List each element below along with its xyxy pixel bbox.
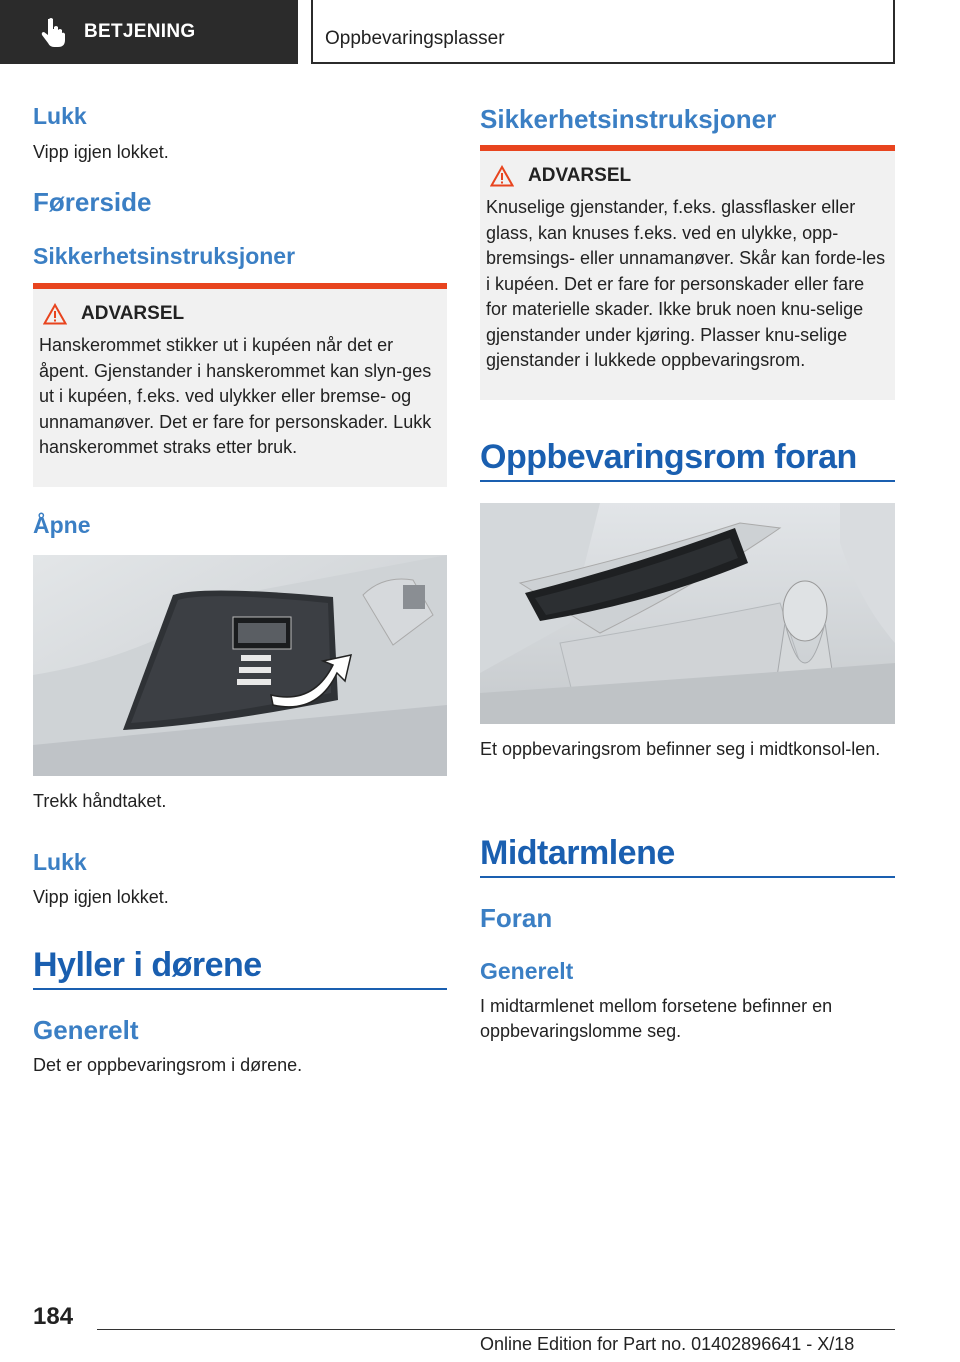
warning-title: ADVARSEL (528, 165, 632, 186)
console-storage-photo (480, 503, 895, 724)
warning-text: Hanskerommet stikker ut i kupéen når det er åpent. Gjenstander i hanskerommet kan slyn-ges ut i kupéen, f.eks. ved ulykker eller bremse- og unnamanøver. Det er fare for personskader. Lukk hanskerommet straks etter bruk. (39, 335, 432, 457)
caption-apne: Trekk håndtaket. (33, 791, 167, 811)
page-number: 184 (33, 1303, 74, 1330)
forerside-heading: Førerside (33, 187, 152, 217)
generelt-text-right: I midtarmlenet mellom forsetene befinner en oppbevaringslomme seg. (480, 996, 833, 1041)
lukk-heading: Lukk (33, 103, 87, 129)
lukk-text: Vipp igjen lokket. (33, 142, 169, 162)
midtarm-heading: Midtarmlene (480, 834, 675, 872)
section-rule (480, 480, 895, 482)
apne-heading: Åpne (33, 512, 91, 538)
footer-rule (97, 1329, 895, 1330)
lukk-heading-2: Lukk (33, 849, 87, 875)
section-label: BETJENING (84, 21, 196, 42)
warning-title: ADVARSEL (81, 303, 185, 324)
warning-text: Knuselige gjenstander, f.eks. glassflasker eller glass, kan knuses f.eks. ved en ulykke, opp-bremsings- eller unnamanøver. Skår kan forde-les i kupéen. Det er fare for personskader eller fare for materielle skader. Ikke bruk noen knu-selige gjenstander under kjøring. Plasser knu-selige gjenstander i lukkede oppbevaringsrom. (486, 197, 886, 370)
lukk-text-2: Vipp igjen lokket. (33, 887, 169, 907)
warning-triangle-icon (490, 165, 514, 187)
section-rule (33, 988, 447, 990)
hyller-heading: Hyller i dørene (33, 946, 262, 984)
foran-heading: Foran (480, 903, 553, 933)
generelt-heading-right: Generelt (480, 958, 574, 984)
section-tab (0, 0, 298, 64)
footer-edition: Online Edition for Part no. 01402896641 - X/18 (480, 1334, 855, 1354)
chapter-title: Oppbevaringsplasser (311, 0, 895, 64)
oppbev-heading: Oppbevaringsrom foran (480, 438, 857, 476)
sikkerhet-heading-right: Sikkerhetsinstruksjoner (480, 104, 777, 134)
hand-pointer-icon (40, 17, 66, 47)
warning-box-glovebox (33, 283, 447, 487)
section-rule (480, 876, 895, 878)
glovebox-photo (33, 555, 447, 776)
warning-triangle-icon (43, 303, 67, 325)
generelt-text-left: Det er oppbevaringsrom i dørene. (33, 1055, 303, 1075)
oppbev-text: Et oppbevaringsrom befinner seg i midtkonsol-len. (480, 739, 881, 759)
generelt-heading-left: Generelt (33, 1015, 139, 1045)
sikkerhet-heading-left: Sikkerhetsinstruksjoner (33, 243, 296, 269)
warning-box-fragile (480, 145, 895, 400)
